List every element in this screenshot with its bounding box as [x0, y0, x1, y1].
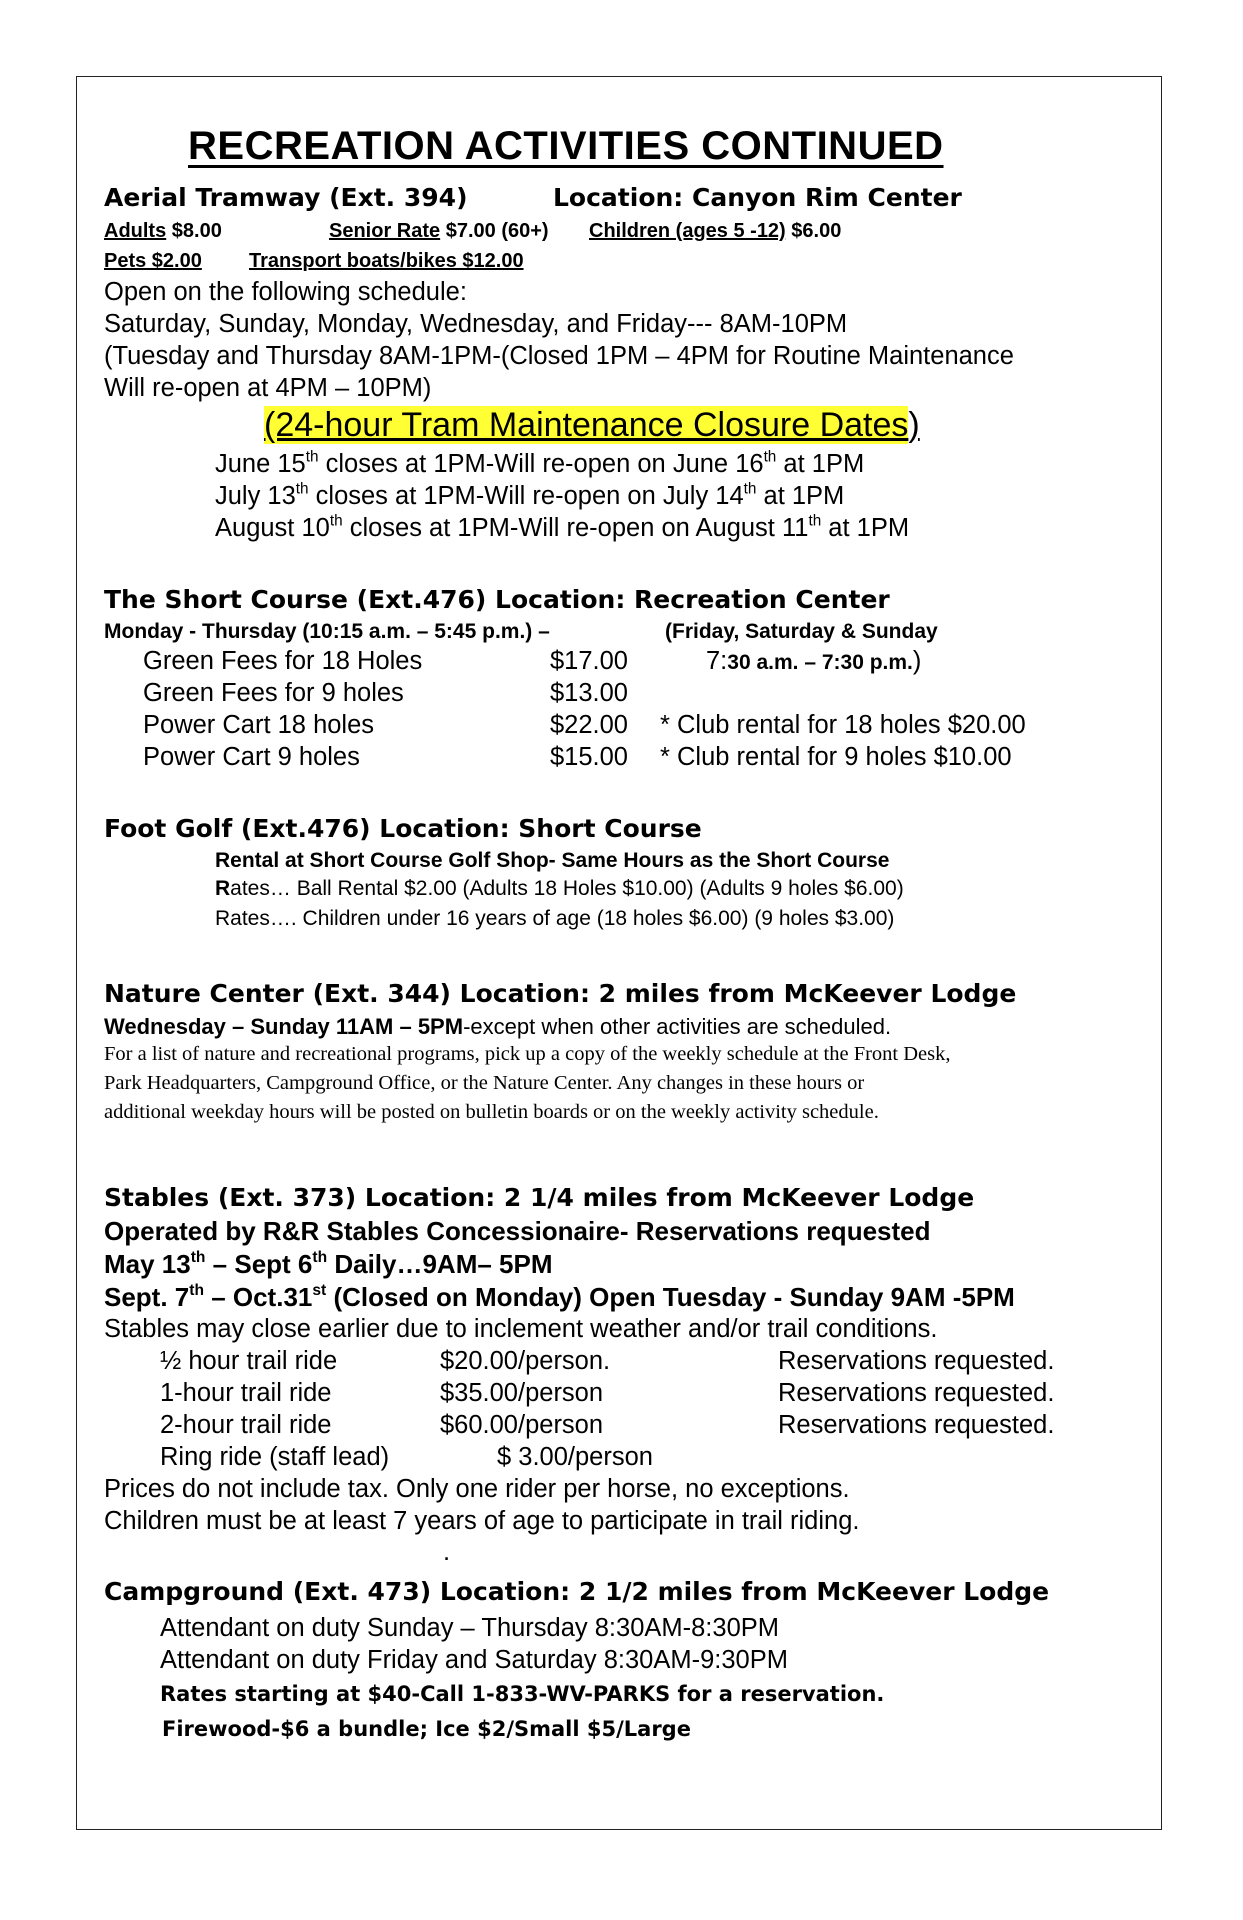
tramway-location: Location: Canyon Rim Center [553, 183, 962, 212]
tramway-pets-price: Pets $2.00 [104, 250, 202, 272]
stables-season-2: Sept. 7th – Oct.31st (Closed on Monday) Open Tuesday - Sunday 9AM -5PM [104, 1282, 1015, 1312]
short-course-weekend-hours-2: 7:30 a.m. – 7:30 p.m.) [706, 647, 922, 675]
club-rental-9: * Club rental for 9 holes $10.00 [660, 743, 1012, 771]
foot-golf-rates-children: Rates…. Children under 16 years of age (18 holes $6.00) (9 holes $3.00) [215, 907, 895, 930]
nature-center-note: Park Headquarters, Campground Office, or the Nature Center. Any changes in these hours or [104, 1072, 865, 1094]
ride-note: Reservations requested. [778, 1379, 1055, 1407]
closure-highlight: (24-hour Tram Maintenance Closure Dates [264, 406, 909, 444]
ring-ride-price: $ 3.00/person [497, 1443, 653, 1471]
ride-price: $35.00/person [440, 1379, 604, 1407]
campground-heading: Campground (Ext. 473) Location: 2 1/2 miles from McKeever Lodge [104, 1577, 1050, 1606]
senior-label: Senior Rate [329, 220, 441, 242]
ride-note: Reservations requested. [778, 1347, 1055, 1375]
children-label: Children (ages 5 -12) [589, 220, 786, 242]
children-price: $6.00 [785, 220, 842, 242]
fee-label: Green Fees for 9 holes [143, 679, 404, 707]
fee-label: Power Cart 18 holes [143, 711, 375, 739]
nature-center-heading: Nature Center (Ext. 344) Location: 2 miles from McKeever Lodge [104, 979, 1017, 1008]
stables-weather-note: Stables may close earlier due to inclement weather and/or trail conditions. [104, 1315, 938, 1343]
page-border [76, 76, 1162, 1830]
stables-tax-note: Prices do not include tax. Only one rider per horse, no exceptions. [104, 1475, 850, 1503]
tramway-schedule-main: Saturday, Sunday, Monday, Wednesday, and Friday--- 8AM-10PM [104, 310, 848, 338]
fee-price: $15.00 [550, 743, 628, 771]
foot-golf-rates-adults: Rates… Ball Rental $2.00 (Adults 18 Holes $10.00) (Adults 9 holes $6.00) [215, 877, 904, 900]
adults-label: Adults [104, 220, 167, 242]
ride-price: $60.00/person [440, 1411, 604, 1439]
campground-attendant-1: Attendant on duty Sunday – Thursday 8:30AM-8:30PM [160, 1614, 779, 1642]
ride-label: ½ hour trail ride [160, 1347, 338, 1375]
tramway-children-price [589, 220, 841, 243]
closure-date-row: June 15th closes at 1PM-Will re-open on June 16th at 1PM [215, 448, 865, 478]
senior-price: $7.00 (60+) [440, 220, 549, 242]
stables-age-note: Children must be at least 7 years of age to participate in trail riding. [104, 1507, 860, 1535]
tramway-transport-price: Transport boats/bikes $12.00 [249, 250, 524, 272]
adults-price: $8.00 [166, 220, 222, 242]
stables-operator: Operated by R&R Stables Concessionaire- Reservations requested [104, 1216, 931, 1246]
tramway-schedule-reopen: Will re-open at 4PM – 10PM) [104, 374, 432, 402]
closure-date-row: August 10th closes at 1PM-Will re-open on August 11th at 1PM [215, 512, 910, 542]
tramway-schedule-intro: Open on the following schedule: [104, 278, 467, 306]
nature-center-note: additional weekday hours will be posted on bulletin boards or on the weekly activity schedule. [104, 1101, 879, 1123]
page-title: RECREATION ACTIVITIES CONTINUED [188, 124, 944, 168]
tramway-schedule-tue-thu: (Tuesday and Thursday 8AM-1PM-(Closed 1PM – 4PM for Routine Maintenance [104, 342, 1014, 370]
stray-dot: . [443, 1538, 451, 1566]
tramway-senior-price [329, 220, 549, 243]
closure-dates-heading [264, 406, 920, 445]
club-rental-18: * Club rental for 18 holes $20.00 [660, 711, 1026, 739]
short-course-heading: The Short Course (Ext.476) Location: Recreation Center [104, 585, 890, 614]
ride-note: Reservations requested. [778, 1411, 1055, 1439]
stables-season-1: May 13th – Sept 6th Daily…9AM– 5PM [104, 1249, 553, 1279]
foot-golf-heading: Foot Golf (Ext.476) Location: Short Course [104, 814, 702, 843]
nature-center-hours: Wednesday – Sunday 11AM – 5PM-except when other activities are scheduled. [104, 1014, 892, 1039]
foot-golf-rental: Rental at Short Course Golf Shop- Same Hours as the Short Course [215, 849, 890, 872]
short-course-weekend-hours: (Friday, Saturday & Sunday [665, 620, 938, 643]
campground-attendant-2: Attendant on duty Friday and Saturday 8:30AM-9:30PM [160, 1646, 788, 1674]
fee-label: Power Cart 9 holes [143, 743, 360, 771]
tramway-heading: Aerial Tramway (Ext. 394) [104, 183, 468, 212]
ride-price: $20.00/person. [440, 1347, 611, 1375]
closure-date-row: July 13th closes at 1PM-Will re-open on July 14th at 1PM [215, 480, 845, 510]
fee-label: Green Fees for 18 Holes [143, 647, 423, 675]
fee-price: $17.00 [550, 647, 628, 675]
ride-label: 2-hour trail ride [160, 1411, 332, 1439]
closure-paren: ) [908, 406, 920, 444]
campground-rates: Rates starting at $40-Call 1-833-WV-PARKS for a reservation. [160, 1682, 885, 1706]
stables-heading: Stables (Ext. 373) Location: 2 1/4 miles from McKeever Lodge [104, 1183, 975, 1212]
campground-firewood: Firewood-$6 a bundle; Ice $2/Small $5/Large [162, 1717, 691, 1741]
fee-price: $13.00 [550, 679, 628, 707]
short-course-weekday-hours: Monday - Thursday (10:15 a.m. – 5:45 p.m.) – [104, 620, 550, 643]
ride-label: 1-hour trail ride [160, 1379, 332, 1407]
tramway-adults-price [104, 220, 222, 243]
fee-price: $22.00 [550, 711, 628, 739]
nature-center-note: For a list of nature and recreational programs, pick up a copy of the weekly schedule at the Front Desk, [104, 1043, 951, 1065]
ring-ride-label: Ring ride (staff lead) [160, 1443, 390, 1471]
